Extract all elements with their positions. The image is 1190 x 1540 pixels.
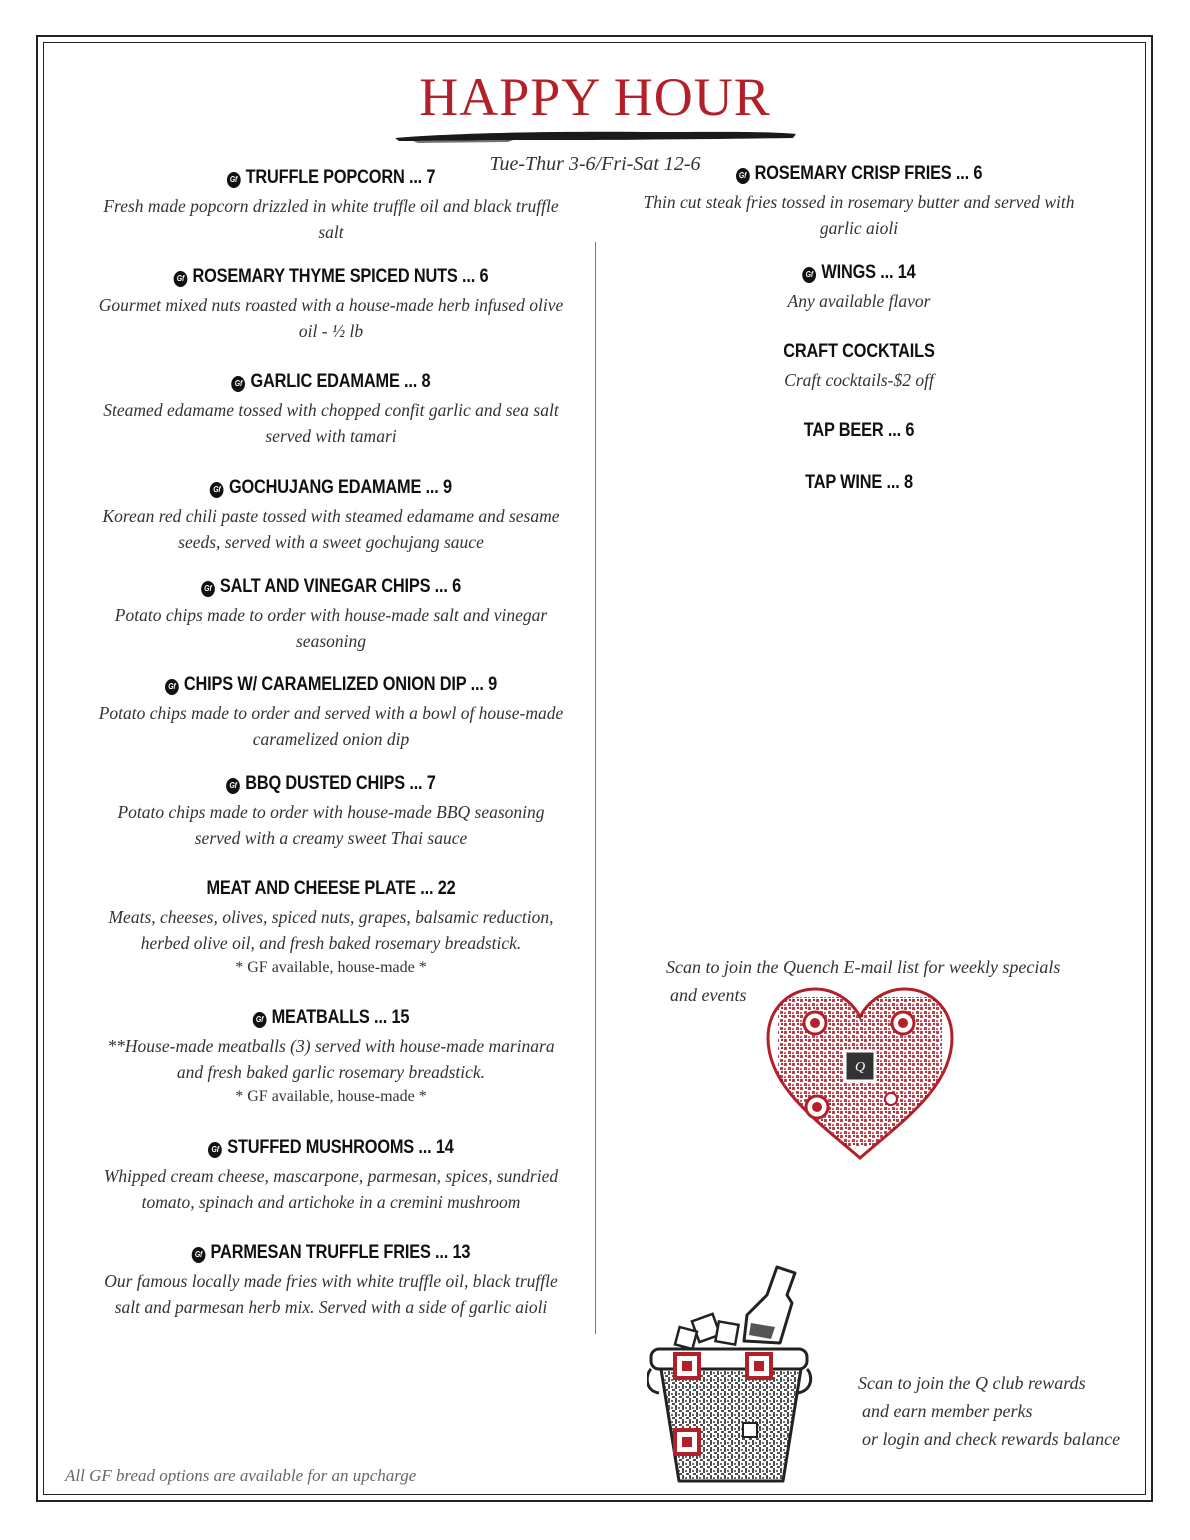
item-description: **House-made meatballs (3) served with house-made marinara and fresh baked garlic rosemary breadstick. xyxy=(107,1036,555,1082)
item-note: * GF available, house-made * xyxy=(235,1088,427,1105)
email-qr-code-heart[interactable] xyxy=(760,983,960,1165)
item-title xyxy=(131,576,532,598)
item-name: ROSEMARY CRISP FRIES ... 6 xyxy=(754,163,983,184)
item-name: BBQ DUSTED CHIPS ... 7 xyxy=(245,773,436,794)
item-description: Thin cut steak fries tossed in rosemary butter and served with garlic aioli xyxy=(643,192,1075,238)
item-description: Meats, cheeses, olives, spiced nuts, grapes, balsamic reduction, herbed olive oil, and fresh baked rosemary breadstick. xyxy=(108,907,554,953)
item-name: TAP WINE ... 8 xyxy=(805,472,913,493)
qr-logo-letter: Q xyxy=(854,1060,866,1075)
gluten-free-icon: Gf xyxy=(210,482,224,498)
gluten-free-icon: Gf xyxy=(208,1142,222,1158)
item-title xyxy=(131,477,532,499)
item-description: Craft cocktails-$2 off xyxy=(784,370,934,390)
caption-line: or login and check rewards balance xyxy=(862,1429,1121,1449)
column-divider xyxy=(595,242,596,1334)
menu-item xyxy=(98,773,564,851)
menu-item xyxy=(640,420,1078,442)
gf-bread-footnote: All GF bread options are available for an upcharge xyxy=(65,1466,417,1485)
item-note: * GF available, house-made * xyxy=(235,959,427,976)
item-name: SALT AND VINEGAR CHIPS ... 6 xyxy=(219,576,462,597)
item-name: ROSEMARY THYME SPICED NUTS ... 6 xyxy=(192,266,489,287)
rewards-signup-caption xyxy=(858,1369,1120,1453)
item-title xyxy=(131,773,532,795)
gluten-free-icon: Gf xyxy=(232,376,246,392)
rewards-qr-code-bucket[interactable] xyxy=(647,1265,815,1487)
item-name: TAP BEER ... 6 xyxy=(803,420,915,441)
brush-stroke-divider xyxy=(393,128,798,144)
item-name: WINGS ... 14 xyxy=(821,262,916,283)
caption-line: and earn member perks xyxy=(862,1401,1033,1421)
item-description: Steamed edamame tossed with chopped confit garlic and sea salt served with tamari xyxy=(103,400,559,446)
item-title xyxy=(131,1137,532,1159)
item-name: CHIPS W/ CARAMELIZED ONION DIP ... 9 xyxy=(183,674,497,695)
menu-item xyxy=(98,1007,564,1109)
menu-item xyxy=(98,167,564,245)
item-description: Potato chips made to order with house-made salt and vinegar seasoning xyxy=(114,605,548,651)
gluten-free-icon: Gf xyxy=(192,1247,206,1263)
item-description: Korean red chili paste tossed with steamed edamame and sesame seeds, served with a sweet gochujang sauce xyxy=(102,506,560,552)
item-title xyxy=(671,262,1048,284)
gluten-free-icon: Gf xyxy=(227,172,241,188)
item-description: Fresh made popcorn drizzled in white truffle oil and black truffle salt xyxy=(103,196,559,242)
item-description: Any available flavor xyxy=(787,291,931,311)
item-title xyxy=(131,1007,532,1029)
item-name: TRUFFLE POPCORN ... 7 xyxy=(245,167,436,188)
gluten-free-icon: Gf xyxy=(165,679,179,695)
menu-item xyxy=(98,1137,564,1215)
item-description: Potato chips made to order with house-made BBQ seasoning served with a creamy sweet Thai sauce xyxy=(117,802,545,848)
item-title xyxy=(131,266,532,288)
menu-item xyxy=(640,163,1078,241)
menu-item xyxy=(98,371,564,449)
menu-item xyxy=(640,262,1078,314)
gluten-free-icon: Gf xyxy=(736,168,750,184)
caption-line: Scan to join the Quench E-mail list for weekly specials xyxy=(666,957,1061,977)
gluten-free-icon: Gf xyxy=(802,267,816,283)
item-title xyxy=(131,167,532,189)
caption-line: and events xyxy=(670,985,747,1005)
item-name: MEAT AND CHEESE PLATE ... 22 xyxy=(206,878,456,899)
item-description: Gourmet mixed nuts roasted with a house-made herb infused olive oil - ½ lb xyxy=(98,295,564,341)
menu-item xyxy=(98,266,564,344)
gluten-free-icon: Gf xyxy=(201,581,215,597)
item-name: STUFFED MUSHROOMS ... 14 xyxy=(227,1137,454,1158)
gluten-free-icon: Gf xyxy=(253,1012,267,1028)
menu-item xyxy=(98,674,564,752)
item-description: Potato chips made to order and served with a bowl of house-made caramelized onion dip xyxy=(98,703,564,749)
menu-item xyxy=(640,472,1078,494)
menu-item xyxy=(98,878,564,980)
gluten-free-icon: Gf xyxy=(174,271,188,287)
menu-item xyxy=(640,341,1078,393)
item-name: CRAFT COCKTAILS xyxy=(783,341,935,362)
item-title xyxy=(131,674,532,696)
item-title xyxy=(131,1242,532,1264)
menu-item xyxy=(98,576,564,654)
item-description: Whipped cream cheese, mascarpone, parmesan, spices, sundried tomato, spinach and artichoke in a cremini mushroom xyxy=(103,1166,559,1212)
item-title xyxy=(131,371,532,393)
caption-line: Scan to join the Q club rewards xyxy=(858,1373,1086,1393)
item-name: GOCHUJANG EDAMAME ... 9 xyxy=(228,477,452,498)
menu-item xyxy=(98,1242,564,1320)
gluten-free-icon: Gf xyxy=(226,778,240,794)
item-name: GARLIC EDAMAME ... 8 xyxy=(250,371,431,392)
happy-hour-times: Tue-Thur 3-6/Fri-Sat 12-6 xyxy=(489,153,701,175)
menu-item xyxy=(98,477,564,555)
menu-title: HAPPY HOUR xyxy=(419,67,771,127)
item-title xyxy=(671,163,1048,185)
item-name: PARMESAN TRUFFLE FRIES ... 13 xyxy=(210,1242,471,1263)
item-name: MEATBALLS ... 15 xyxy=(271,1007,410,1028)
item-description: Our famous locally made fries with white truffle oil, black truffle salt and parmesan herb mix. Served with a side of garlic aioli xyxy=(104,1271,558,1317)
